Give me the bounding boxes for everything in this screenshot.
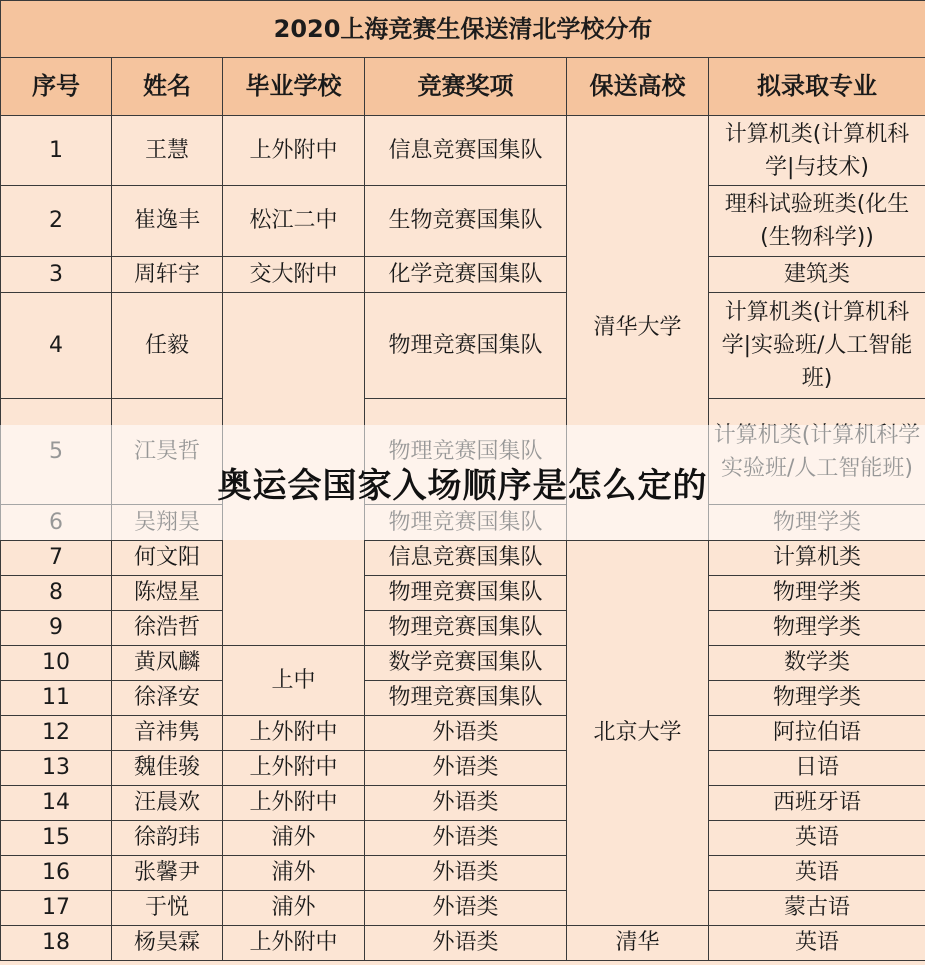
cell-no: 11 [1,681,112,716]
cell-major: 建筑类 [709,257,925,293]
cell-award: 物理竞赛国集队 [365,576,567,611]
cell-school: 松江二中 [223,186,365,257]
cell-name: 张馨尹 [112,856,223,891]
cell-school: 浦外 [223,821,365,856]
cell-name: 魏佳骏 [112,751,223,786]
cell-no: 2 [1,186,112,257]
table-row [1,293,925,399]
table-row [1,716,925,751]
header-university: 保送高校 [567,58,709,116]
table-row [1,751,925,786]
cell-no: 3 [1,257,112,293]
cell-award: 外语类 [365,821,567,856]
cell-major: 数学类 [709,646,925,681]
cell-major: 英语 [709,821,925,856]
banner-headline[interactable]: 奥运会国家入场顺序是怎么定的 [217,466,708,506]
cell-award: 外语类 [365,786,567,821]
table-row [1,786,925,821]
header-award: 竞赛奖项 [365,58,567,116]
cell-major: 物理学类 [709,576,925,611]
cell-major: 日语 [709,751,925,786]
cell-no: 18 [1,926,112,961]
table-row [1,926,925,961]
table-row [1,186,925,257]
cell-major: 阿拉伯语 [709,716,925,751]
table-row [1,821,925,856]
cell-school: 浦外 [223,856,365,891]
table-row [1,611,925,646]
cell-name: 徐泽安 [112,681,223,716]
cell-award: 信息竞赛国集队 [365,116,567,186]
table-row [1,646,925,681]
cell-major: 英语 [709,926,925,961]
cell-name: 崔逸丰 [112,186,223,257]
table-row [1,891,925,926]
cell-school-shangzhong: 上中 [223,646,365,716]
table-row [1,576,925,611]
cell-school: 上外附中 [223,926,365,961]
cell-no: 1 [1,116,112,186]
cell-name: 陈煜星 [112,576,223,611]
cell-no: 10 [1,646,112,681]
cell-name: 王慧 [112,116,223,186]
cell-name: 徐韵玮 [112,821,223,856]
table-title: 2020上海竞赛生保送清北学校分布 [1,1,925,58]
table-row [1,116,925,186]
cell-school: 浦外 [223,891,365,926]
cell-major: 西班牙语 [709,786,925,821]
cell-major: 物理学类 [709,681,925,716]
cell-award: 化学竞赛国集队 [365,257,567,293]
cell-university-last: 清华 [567,926,709,961]
cell-no: 12 [1,716,112,751]
cell-name: 何文阳 [112,541,223,576]
cell-major: 蒙古语 [709,891,925,926]
cell-name: 杨昊霖 [112,926,223,961]
header-major: 拟录取专业 [709,58,925,116]
cell-no: 7 [1,541,112,576]
cell-no: 4 [1,293,112,399]
cell-school: 上外附中 [223,786,365,821]
cell-name: 于悦 [112,891,223,926]
cell-award: 物理竞赛国集队 [365,293,567,399]
cell-award: 信息竞赛国集队 [365,541,567,576]
cell-no: 17 [1,891,112,926]
cell-school: 上外附中 [223,751,365,786]
cell-major: 理科试验班类(化生(生物科学)) [709,186,925,257]
cell-award: 生物竞赛国集队 [365,186,567,257]
cell-name: 音祎隽 [112,716,223,751]
table-row [1,541,925,576]
cell-name: 任毅 [112,293,223,399]
header-name: 姓名 [112,58,223,116]
cell-award: 外语类 [365,891,567,926]
cell-no: 16 [1,856,112,891]
cell-university-peking: 北京大学 [567,541,709,926]
cell-name: 徐浩哲 [112,611,223,646]
cell-name: 黄凤麟 [112,646,223,681]
cell-no: 9 [1,611,112,646]
table-row [1,257,925,293]
cell-school: 交大附中 [223,257,365,293]
cell-major: 英语 [709,856,925,891]
cell-award: 外语类 [365,751,567,786]
cell-major: 计算机类(计算机科学|实验班/人工智能班) [709,293,925,399]
cell-award: 物理竞赛国集队 [365,611,567,646]
header-no: 序号 [1,58,112,116]
cell-major: 计算机类(计算机科学|与技术) [709,116,925,186]
cell-school: 上外附中 [223,716,365,751]
cell-award: 外语类 [365,716,567,751]
cell-school: 上外附中 [223,116,365,186]
cell-award: 外语类 [365,926,567,961]
cell-name: 周轩宇 [112,257,223,293]
cell-major: 计算机类 [709,541,925,576]
cell-no: 15 [1,821,112,856]
cell-university-tsinghua: 清华大学 [567,116,709,541]
cell-no: 14 [1,786,112,821]
cell-name: 汪晨欢 [112,786,223,821]
cell-no: 13 [1,751,112,786]
cell-award: 外语类 [365,856,567,891]
header-school: 毕业学校 [223,58,365,116]
cell-award: 数学竞赛国集队 [365,646,567,681]
table-row [1,856,925,891]
cell-award: 物理竞赛国集队 [365,681,567,716]
cell-no: 8 [1,576,112,611]
cell-major: 物理学类 [709,611,925,646]
table-row [1,681,925,716]
